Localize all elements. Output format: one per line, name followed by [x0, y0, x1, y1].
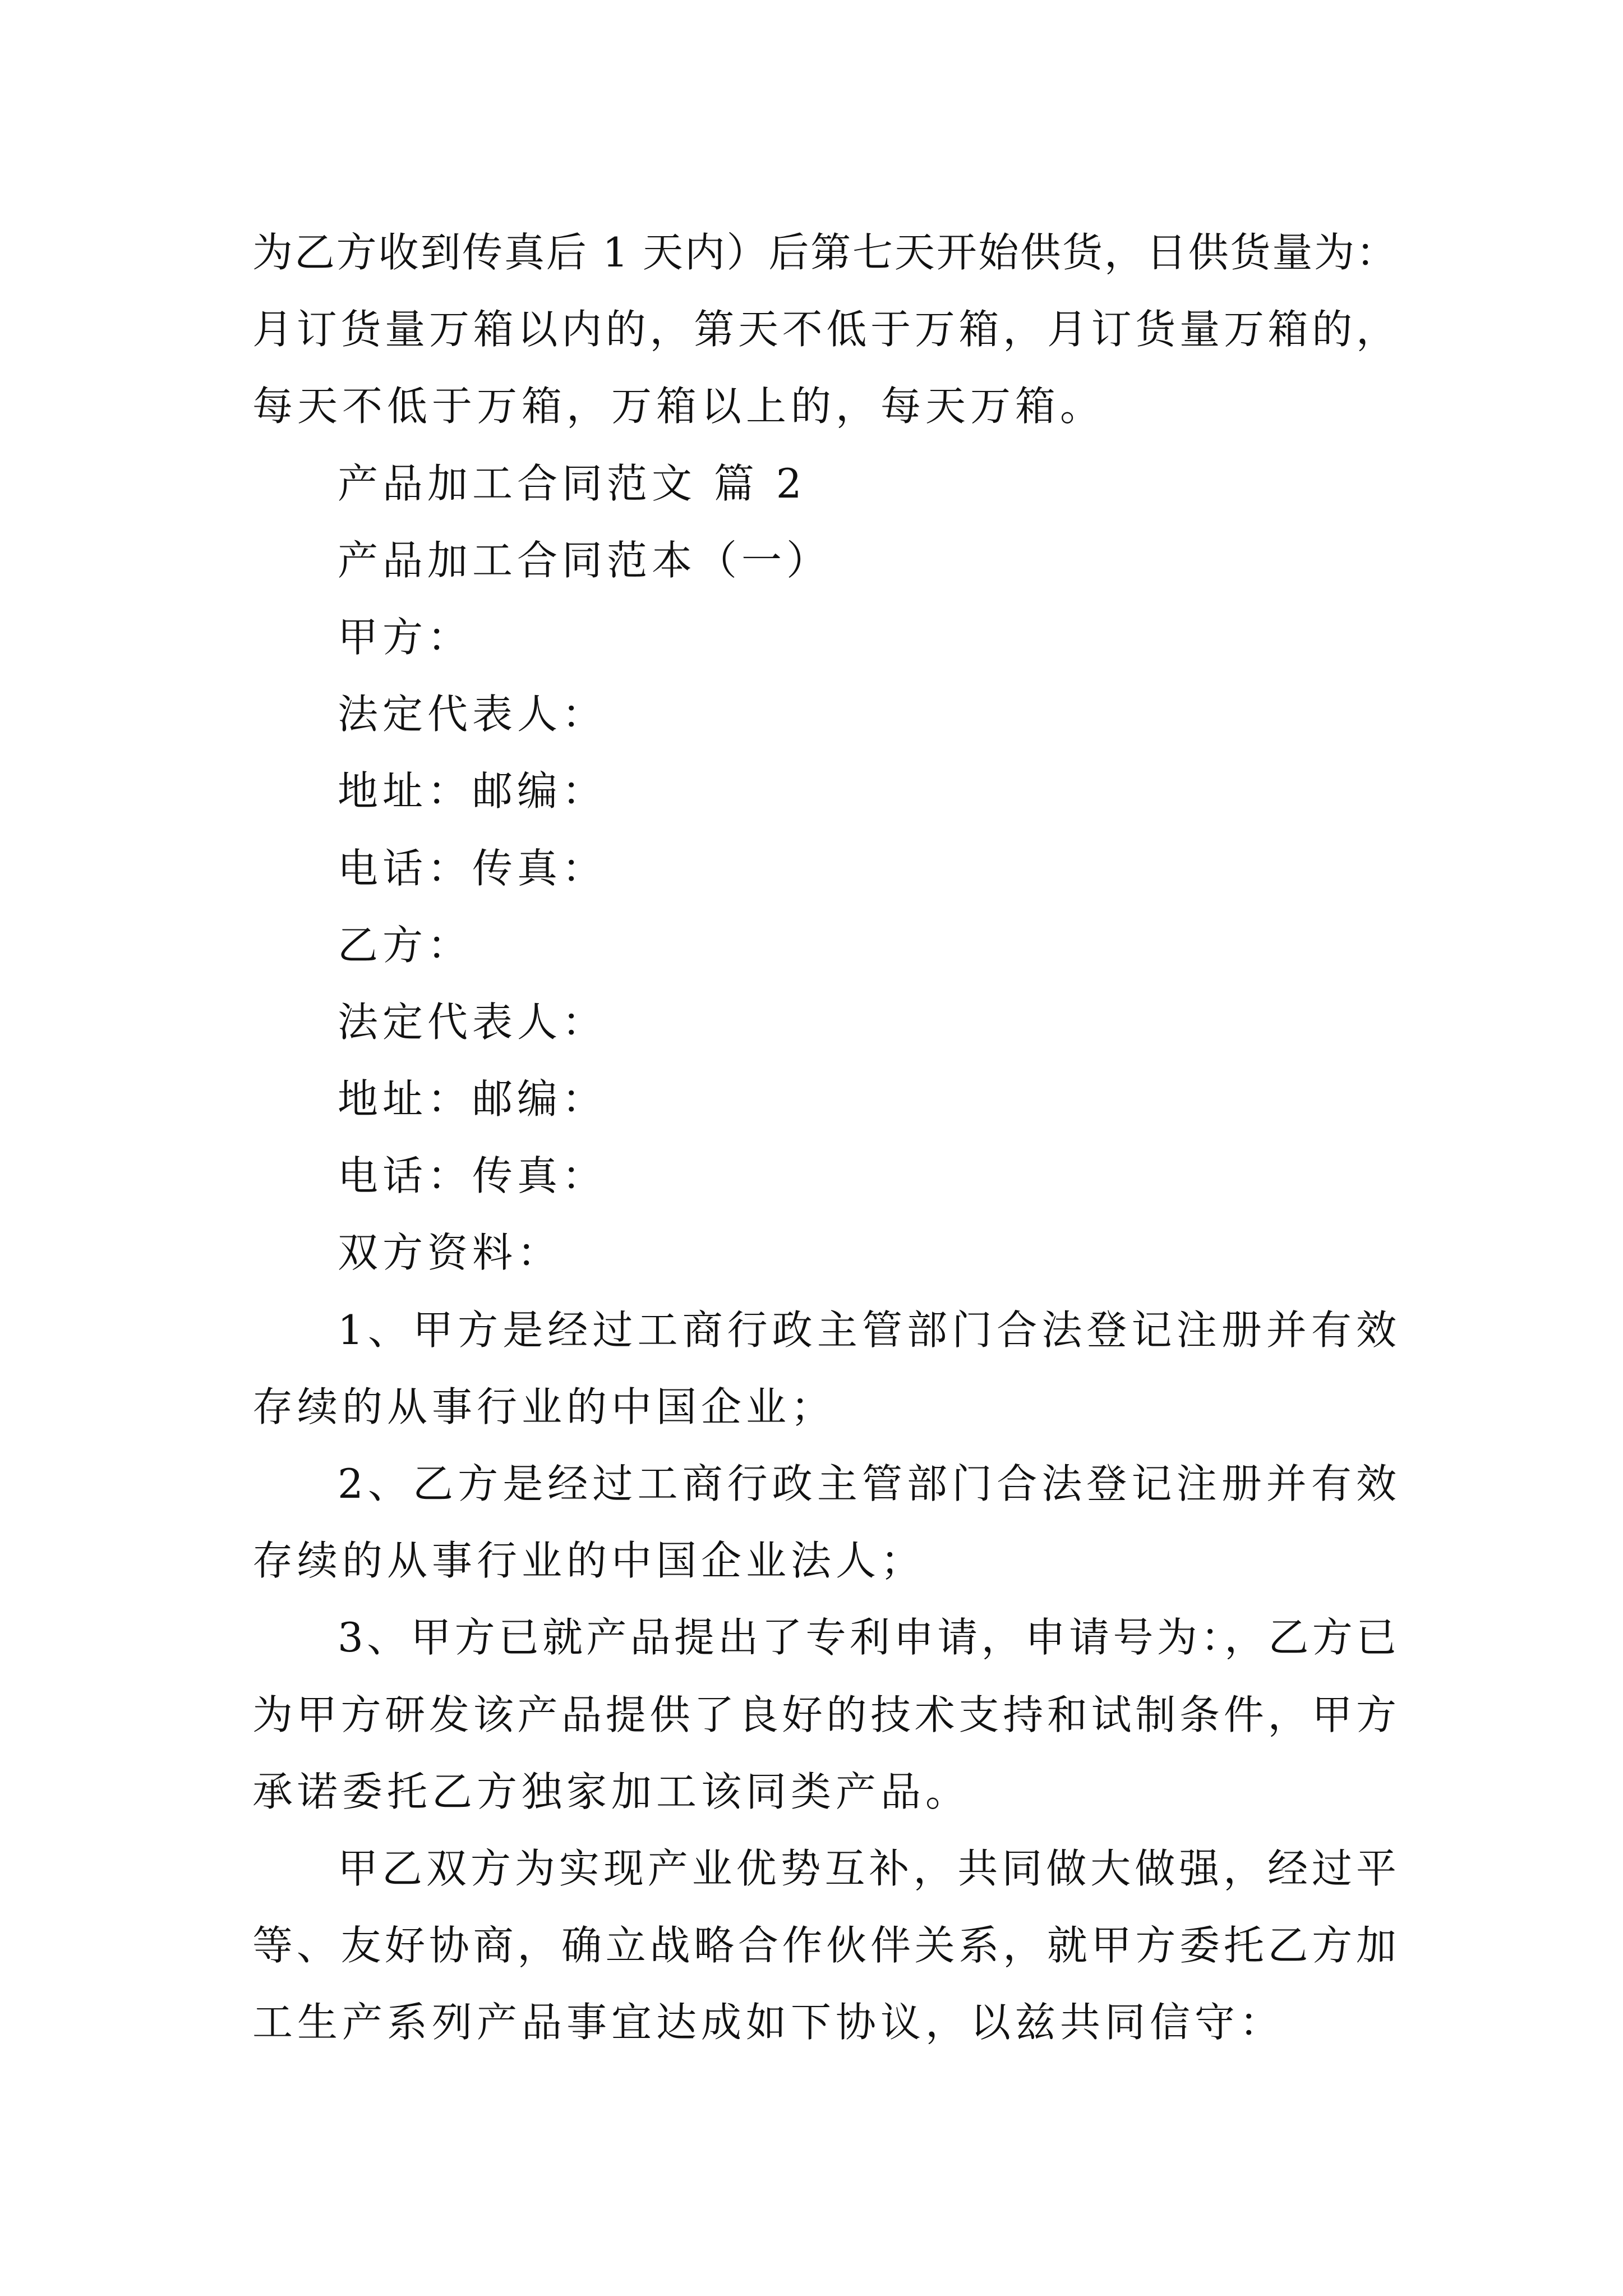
text-line: 2、乙方是经过工商行政主管部门合法登记注册并有效	[338, 1460, 1396, 1507]
text-line: 1、甲方是经过工商行政主管部门合法登记注册并有效	[338, 1306, 1396, 1354]
party-a-label: 甲方：	[338, 613, 473, 661]
text-line: 工生产系列产品事宜达成如下协议，以兹共同信守：	[252, 1999, 1285, 2046]
text-line: 为乙方收到传真后 1 天内）后第七天开始供货，日供货量为：	[252, 229, 1396, 276]
party-b-phone: 电话：传真：	[338, 1152, 607, 1200]
text-line: 月订货量万箱以内的，第天不低于万箱，月订货量万箱的，	[252, 306, 1396, 353]
party-b-label: 乙方：	[338, 921, 473, 969]
text-line: 每天不低于万箱，万箱以上的，每天万箱。	[252, 383, 1105, 430]
text-line: 存续的从事行业的中国企业法人；	[252, 1537, 926, 1585]
contract-title: 产品加工合同范本（一）	[338, 536, 832, 584]
text-line: 等、友好协商，确立战略合作伙伴关系，就甲方委托乙方加	[252, 1922, 1396, 1970]
text-line: 3、甲方已就产品提出了专利申请，申请号为：，乙方已	[338, 1614, 1396, 1662]
party-b-address: 地址：邮编：	[338, 1075, 607, 1123]
party-b-representative: 法定代表人：	[338, 998, 607, 1046]
text-line: 承诺委托乙方独家加工该同类产品。	[252, 1768, 971, 1815]
party-a-representative: 法定代表人：	[338, 691, 607, 738]
text-line: 为甲方研发该产品提供了良好的技术支持和试制条件，甲方	[252, 1691, 1396, 1738]
document-body	[252, 214, 1396, 2062]
party-a-phone: 电话：传真：	[338, 844, 607, 892]
party-a-address: 地址：邮编：	[338, 767, 607, 815]
party-info-heading: 双方资料：	[338, 1229, 562, 1277]
text-line: 甲乙双方为实现产业优势互补，共同做大做强，经过平	[338, 1844, 1396, 1892]
section-heading: 产品加工合同范文 篇 2	[338, 459, 806, 507]
text-line: 存续的从事行业的中国企业；	[252, 1383, 836, 1430]
